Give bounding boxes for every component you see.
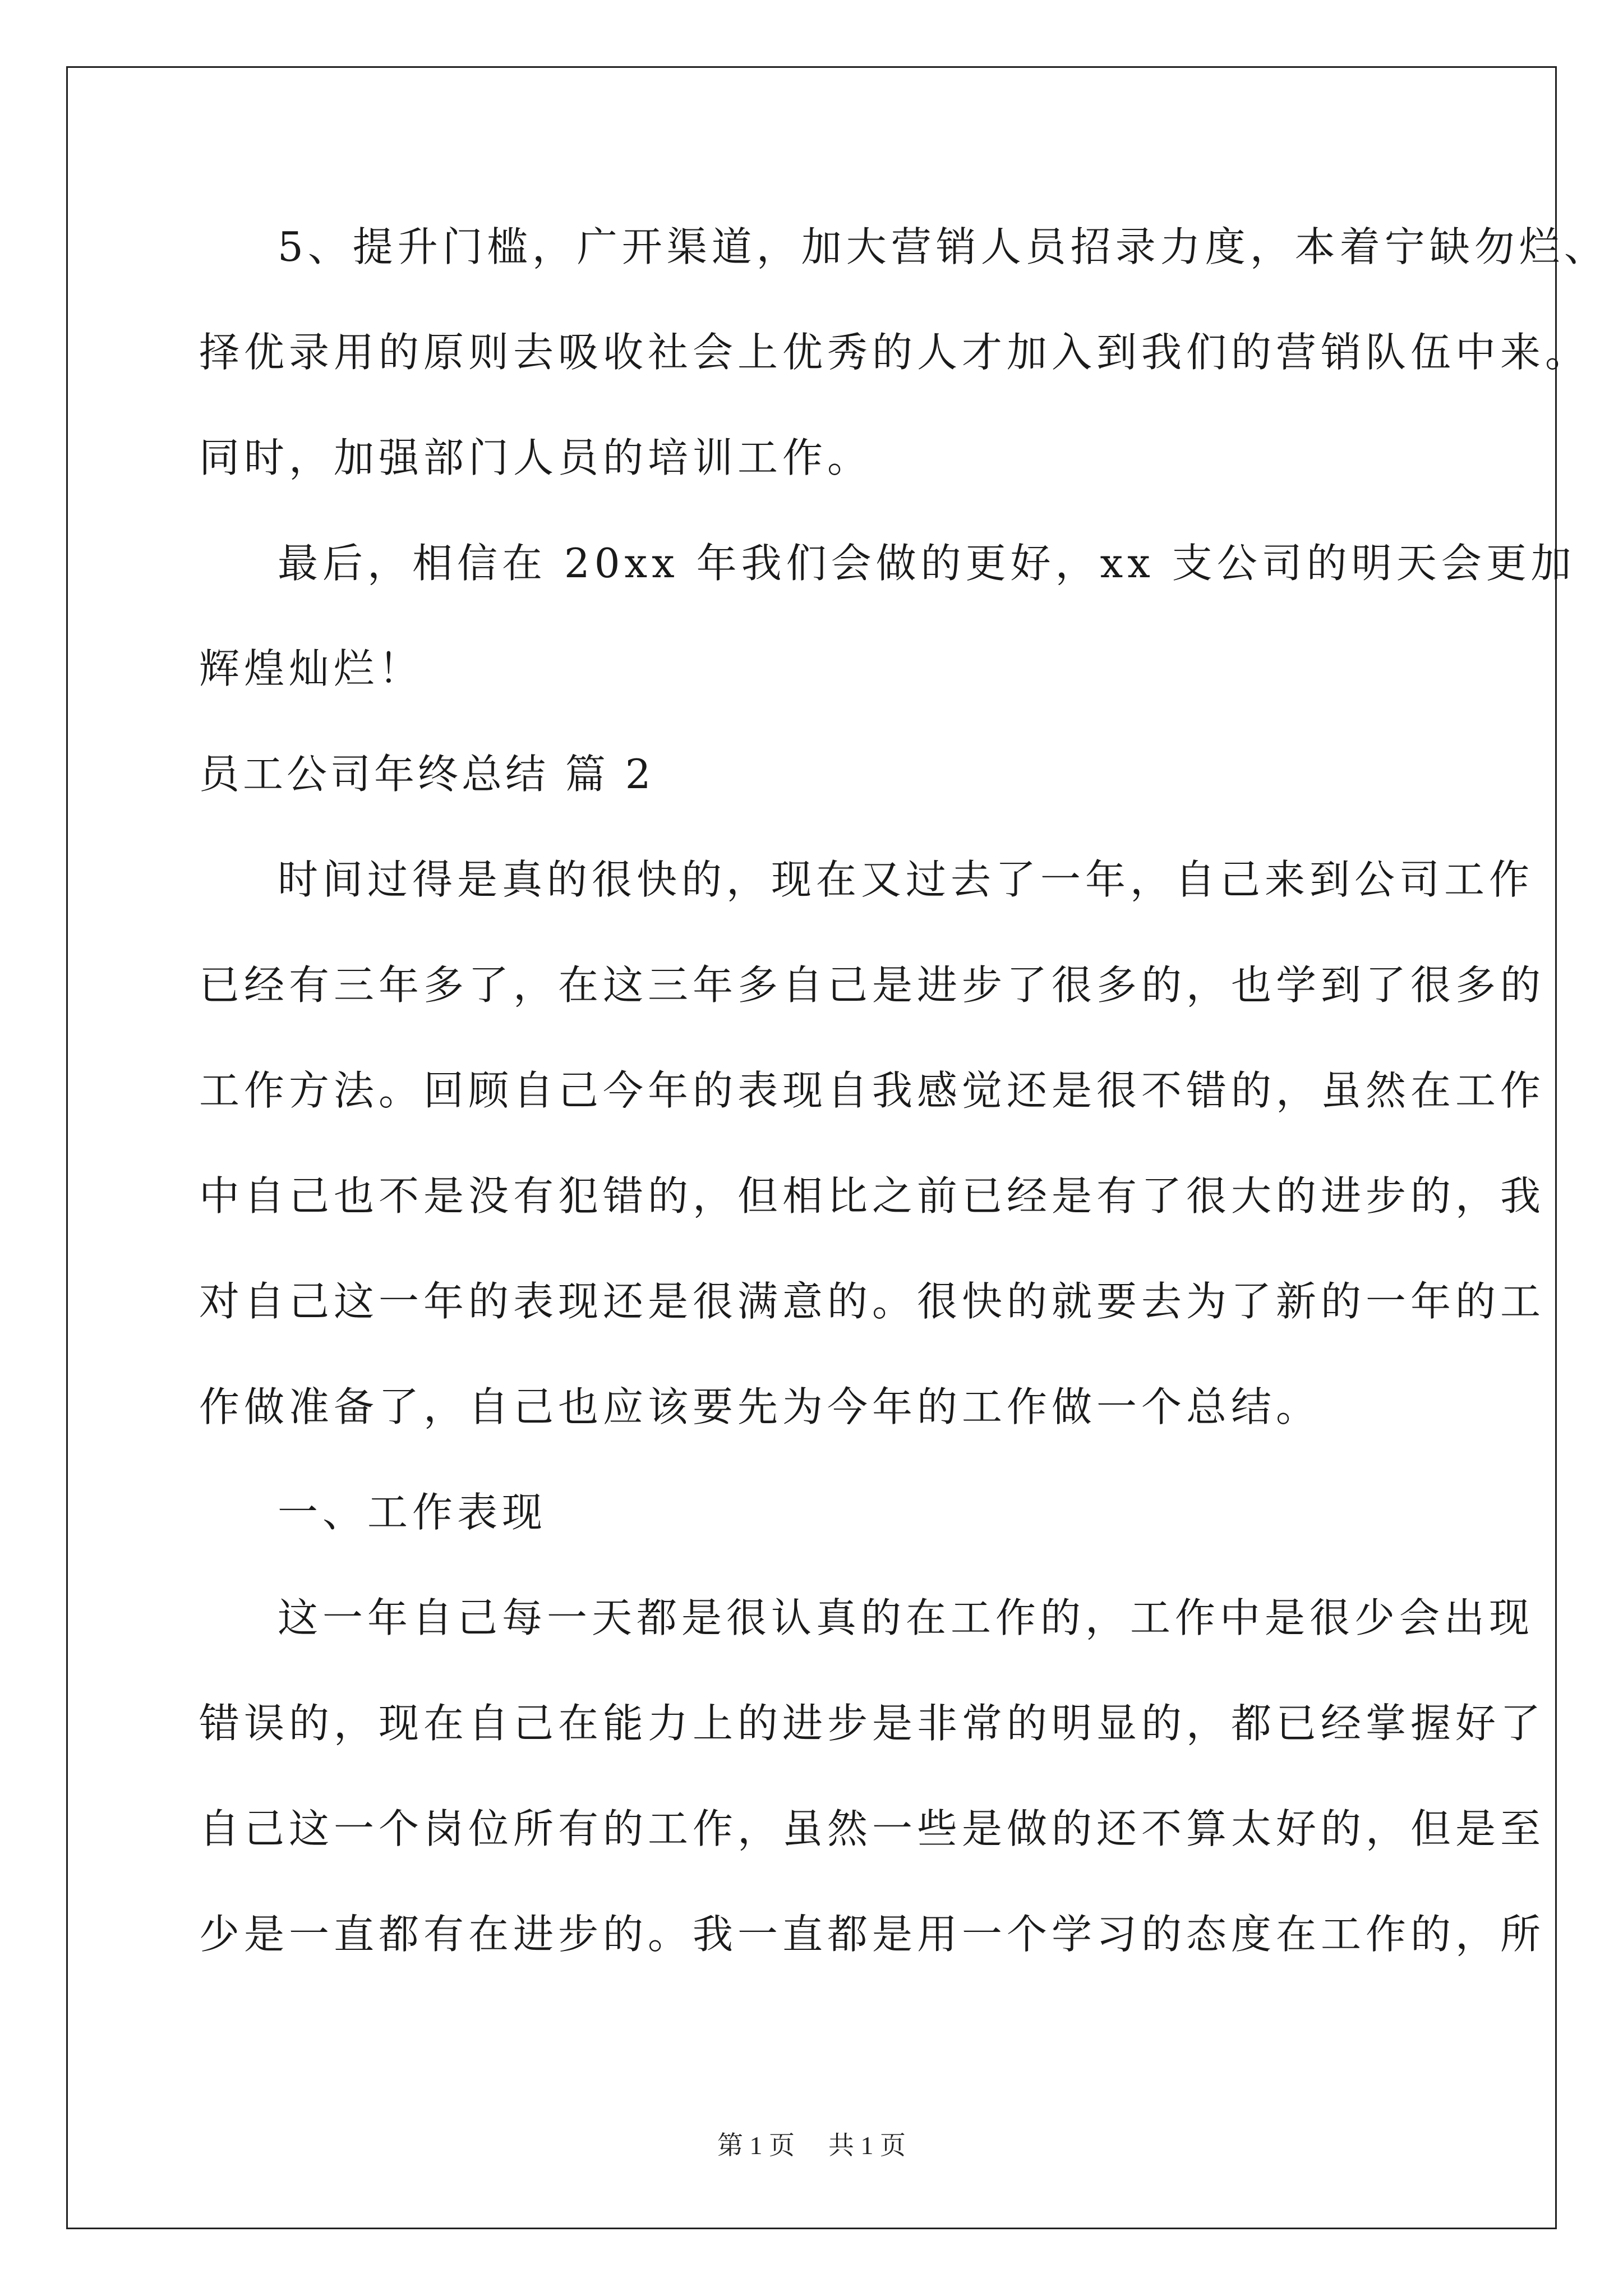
- paragraph-line: 中自己也不是没有犯错的，但相比之前已经是有了很大的进步的，我: [199, 1172, 1546, 1220]
- paragraph-line: 这一年自己每一天都是很认真的在工作的，工作中是很少会出现: [278, 1594, 1534, 1641]
- paragraph-line: 对自己这一年的表现还是很满意的。很快的就要去为了新的一年的工: [199, 1278, 1546, 1325]
- paragraph-line: 已经有三年多了，在这三年多自己是进步了很多的，也学到了很多的: [199, 961, 1546, 1009]
- paragraph-line: 最后，相信在 20xx 年我们会做的更好，xx 支公司的明天会更加: [278, 540, 1576, 587]
- paragraph-line: 自己这一个岗位所有的工作，虽然一些是做的还不算太好的，但是至: [199, 1805, 1546, 1852]
- paragraph-line: 少是一直都有在进步的。我一直都是用一个学习的态度在工作的，所: [199, 1911, 1546, 1958]
- paragraph-line: 同时，加强部门人员的培训工作。: [199, 434, 873, 481]
- paragraph-line: 辉煌灿烂！: [199, 645, 424, 692]
- paragraph-line: 作做准备了，自己也应该要先为今年的工作做一个总结。: [199, 1383, 1321, 1430]
- section-heading: 员工公司年终总结 篇 2: [199, 751, 654, 798]
- document-body: [199, 213, 1609, 2006]
- paragraph-line: 择优录用的原则去吸收社会上优秀的人才加入到我们的营销队伍中来。: [199, 329, 1590, 376]
- subsection-heading: 一、工作表现: [278, 1489, 547, 1536]
- paragraph-line: 错误的，现在自己在能力上的进步是非常的明显的，都已经掌握好了: [199, 1700, 1546, 1747]
- paragraph-line: 5、提升门槛，广开渠道，加大营销人员招录力度，本着宁缺勿烂、: [278, 223, 1609, 270]
- paragraph-line: 工作方法。回顾自己今年的表现自我感觉还是很不错的，虽然在工作: [199, 1067, 1546, 1114]
- paragraph-line: 时间过得是真的很快的，现在又过去了一年，自己来到公司工作: [278, 856, 1534, 903]
- page-footer: [0, 2125, 1623, 2162]
- page-number: 第 1 页: [717, 2131, 795, 2160]
- page-total: 共 1 页: [828, 2131, 906, 2160]
